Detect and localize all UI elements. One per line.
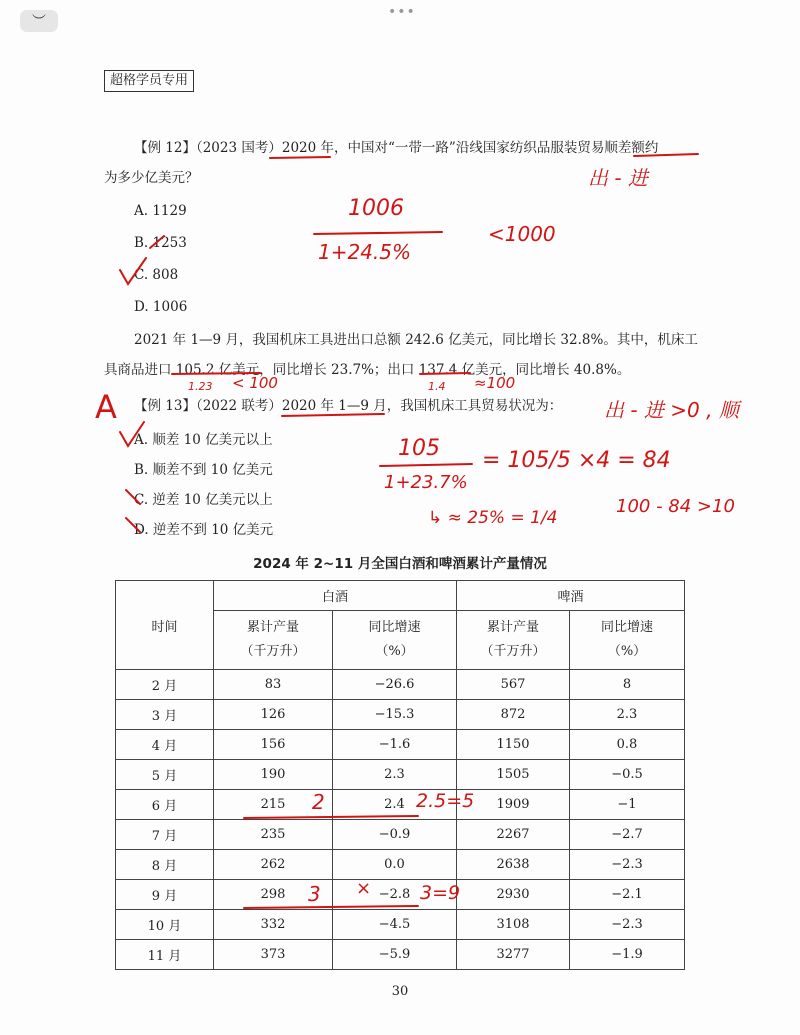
cell-month: 10 月 <box>116 910 214 940</box>
example12-stem-line2: 为多少亿美元？ <box>104 170 199 186</box>
example13-option-d: D. 逆差不到 10 亿美元 <box>134 522 274 538</box>
page-number: 30 <box>391 984 409 999</box>
example13-stem: 【例 13】（2022 联考）2020 年 1—9 月，我国机床工具贸易状况为： <box>134 398 563 414</box>
cell-beer-growth: −1.9 <box>570 940 685 970</box>
cell-baijiu-output: 156 <box>214 730 333 760</box>
header-baijiu-growth: 同比增速 （%） <box>333 611 457 670</box>
cell-baijiu-growth: −5.9 <box>333 940 457 970</box>
hand-export-compare: ≈100 <box>474 374 516 392</box>
passage-line1: 2021 年 1—9 月，我国机床工具进出口总额 242.6 亿美元，同比增长 32.8%。其中，机床工 <box>134 332 698 348</box>
cell-baijiu-output: 262 <box>214 850 333 880</box>
more-options-icon[interactable]: ••• <box>388 4 416 20</box>
cell-beer-growth: 2.3 <box>570 700 685 730</box>
table-row <box>116 730 685 760</box>
table-row <box>116 670 685 700</box>
cell-baijiu-output: 215 <box>214 790 333 820</box>
example12-option-c: C. 808 <box>134 267 179 283</box>
cell-baijiu-growth: 0.0 <box>333 850 457 880</box>
cell-month: 9 月 <box>116 880 214 910</box>
example12-stem-line1: 【例 12】（2023 国考）2020 年，中国对“一带一路”沿线国家纺织品服装贸易顺差额约 <box>134 140 659 156</box>
fraction-bar-ex12 <box>314 232 442 234</box>
cell-baijiu-output: 373 <box>214 940 333 970</box>
cell-month: 3 月 <box>116 700 214 730</box>
hand-row9-calc: 3=9 <box>420 882 461 904</box>
header-baijiu-output: 累计产量 （千万升） <box>214 611 333 670</box>
hand-row9-cross: × <box>356 878 372 899</box>
production-table <box>115 580 685 970</box>
cell-month: 7 月 <box>116 820 214 850</box>
hand-answer-mark: A <box>95 388 117 426</box>
cell-baijiu-growth: −26.6 <box>333 670 457 700</box>
header-time: 时间 <box>116 581 214 670</box>
hand-ex12-note: 出 - 进 <box>588 166 648 190</box>
cell-baijiu-output: 298 <box>214 880 333 910</box>
cell-beer-output: 2930 <box>457 880 570 910</box>
example13-option-b: B. 顺差不到 10 亿美元 <box>134 462 273 478</box>
hand-import-approx: 1.23 <box>188 380 213 393</box>
cell-baijiu-output: 126 <box>214 700 333 730</box>
hand-ex12-numerator: 1006 <box>348 196 404 221</box>
cell-baijiu-growth: 2.4 <box>333 790 457 820</box>
example13-option-c: C. 逆差 10 亿美元以上 <box>134 492 273 508</box>
cell-baijiu-growth: −1.6 <box>333 730 457 760</box>
cell-month: 11 月 <box>116 940 214 970</box>
hand-denominator: 1+23.7% <box>384 472 468 493</box>
watermark-tag: 超格学员专用 <box>104 70 194 92</box>
cell-beer-output: 1909 <box>457 790 570 820</box>
hand-row6-mark: 2 <box>312 790 325 814</box>
example12-option-a: A. 1129 <box>134 203 187 219</box>
cell-baijiu-output: 83 <box>214 670 333 700</box>
table-row <box>116 910 685 940</box>
hand-approximation: ↳ ≈ 25% = 1/4 <box>428 508 558 528</box>
cell-beer-growth: 8 <box>570 670 685 700</box>
hand-rule: 出 - 进 >0 , 顺 <box>604 398 739 422</box>
hand-row9-mark: 3 <box>308 882 321 906</box>
cell-beer-growth: −2.3 <box>570 850 685 880</box>
cell-beer-growth: −1 <box>570 790 685 820</box>
cell-month: 8 月 <box>116 850 214 880</box>
cell-baijiu-output: 190 <box>214 760 333 790</box>
cell-month: 6 月 <box>116 790 214 820</box>
cell-beer-output: 3108 <box>457 910 570 940</box>
cell-beer-growth: −2.7 <box>570 820 685 850</box>
cell-beer-output: 567 <box>457 670 570 700</box>
table-row <box>116 850 685 880</box>
header-beer: 啤酒 <box>457 581 685 611</box>
cell-beer-output: 2638 <box>457 850 570 880</box>
table-row <box>116 700 685 730</box>
example12-option-d: D. 1006 <box>134 299 188 315</box>
cell-beer-growth: −0.5 <box>570 760 685 790</box>
example13-option-a: A. 顺差 10 亿美元以上 <box>134 432 273 448</box>
passage-line2: 具商品进口 105.2 亿美元，同比增长 23.7%；出口 137.4 亿美元，同比增长 40.8%。 <box>104 362 631 378</box>
table-row <box>116 820 685 850</box>
hand-import-compare: < 100 <box>232 374 278 392</box>
hand-calculation: = 105/5 ×4 = 84 <box>482 448 671 473</box>
header-baijiu: 白酒 <box>214 581 457 611</box>
table-row <box>116 880 685 910</box>
hand-numerator: 105 <box>398 436 440 461</box>
cell-beer-growth: 0.8 <box>570 730 685 760</box>
fraction-bar-ex13 <box>380 464 472 466</box>
header-beer-output: 累计产量 （千万升） <box>457 611 570 670</box>
cell-beer-growth: −2.1 <box>570 880 685 910</box>
cell-baijiu-output: 235 <box>214 820 333 850</box>
hand-export-approx: 1.4 <box>428 380 446 393</box>
cell-month: 5 月 <box>116 760 214 790</box>
table-row <box>116 940 685 970</box>
cell-baijiu-growth: −0.9 <box>333 820 457 850</box>
cell-beer-output: 2267 <box>457 820 570 850</box>
cell-beer-growth: −2.3 <box>570 910 685 940</box>
cell-month: 2 月 <box>116 670 214 700</box>
cell-month: 4 月 <box>116 730 214 760</box>
cell-baijiu-growth: 2.3 <box>333 760 457 790</box>
hand-ex12-denominator: 1+24.5% <box>318 240 412 264</box>
table-title: 2024 年 2~11 月全国白酒和啤酒累计产量情况 <box>253 556 547 572</box>
example12-option-b: B. 1253 <box>134 235 187 251</box>
cell-baijiu-output: 332 <box>214 910 333 940</box>
hand-difference: 100 - 84 >10 <box>616 496 735 517</box>
chevron-down-icon: ︶ <box>32 14 46 30</box>
cell-baijiu-growth: −15.3 <box>333 700 457 730</box>
header-beer-growth: 同比增速 （%） <box>570 611 685 670</box>
cell-baijiu-growth: −2.8 <box>333 880 457 910</box>
hand-ex12-compare: <1000 <box>488 222 556 246</box>
table-row <box>116 790 685 820</box>
cell-baijiu-growth: −4.5 <box>333 910 457 940</box>
cell-beer-output: 1505 <box>457 760 570 790</box>
cell-beer-output: 1150 <box>457 730 570 760</box>
cell-beer-output: 3277 <box>457 940 570 970</box>
hand-row6-calc: 2.5=5 <box>416 790 475 812</box>
table-row <box>116 760 685 790</box>
cell-beer-output: 872 <box>457 700 570 730</box>
